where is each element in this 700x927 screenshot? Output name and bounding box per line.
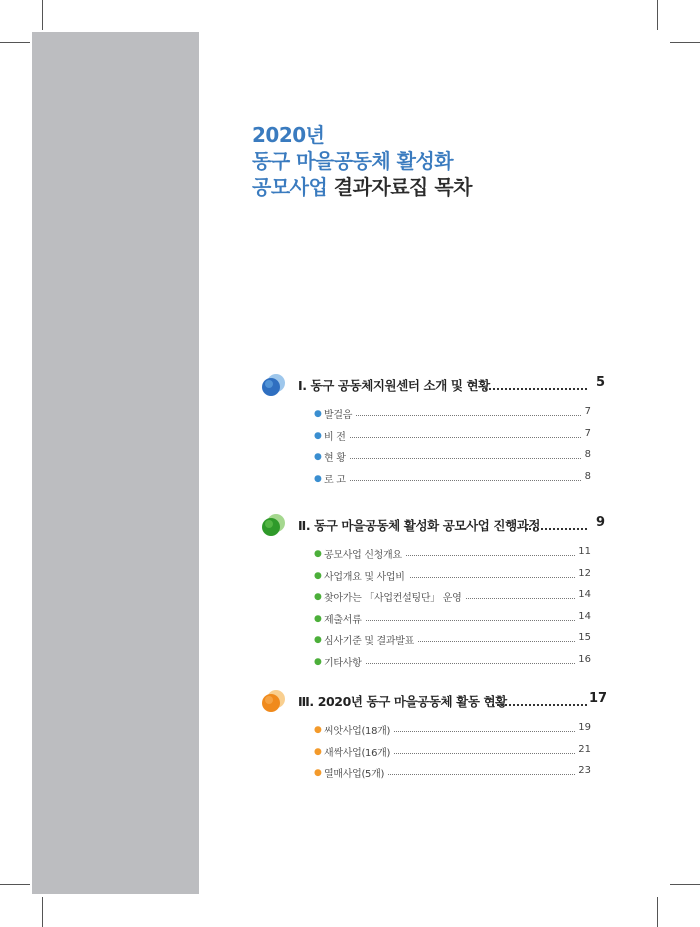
dotted-leader	[324, 437, 585, 438]
item-label: 발걸음	[324, 406, 356, 421]
bullet-icon: ●	[314, 430, 322, 441]
bullet-icon: ●	[314, 725, 322, 735]
toc-section-2	[260, 512, 605, 673]
item-page: 23	[575, 765, 591, 776]
section-title: Ⅲ. 2020년 동구 마을공동체 활동 현황	[298, 694, 507, 709]
toc-item[interactable]	[260, 566, 605, 588]
item-label: 공모사업 신청개요	[324, 546, 406, 561]
dotted-leader	[492, 694, 587, 706]
item-label: 제출서류	[324, 611, 365, 626]
toc-item[interactable]	[260, 404, 605, 426]
section-page: 17	[589, 691, 608, 706]
item-page: 8	[582, 449, 591, 460]
item-label: 사업개요 및 사업비	[324, 568, 409, 583]
item-page: 8	[582, 471, 591, 482]
toc-item[interactable]	[260, 544, 605, 566]
toc-item[interactable]	[260, 720, 605, 742]
item-label: 로 고	[324, 471, 350, 486]
title-year: 2020년	[252, 123, 325, 147]
title-main	[252, 174, 472, 200]
item-page: 15	[575, 632, 591, 643]
toc-section-3	[260, 688, 608, 785]
item-page: 11	[575, 546, 591, 557]
toc-item[interactable]	[260, 652, 605, 674]
crop-mark	[670, 42, 700, 43]
bullet-icon: ●	[314, 613, 322, 624]
section-title: Ⅱ. 동구 마을공동체 활성화 공모사업 진행과정	[298, 518, 541, 533]
bullet-icon: ●	[314, 409, 322, 419]
toc-section-heading[interactable]	[260, 688, 608, 714]
item-page: 12	[575, 568, 591, 579]
title-main-dark: 결과자료집 목차	[333, 175, 472, 199]
item-page: 19	[575, 722, 591, 733]
toc-item[interactable]	[260, 469, 605, 491]
item-label: 새싹사업(16개)	[324, 744, 394, 759]
dotted-leader	[526, 518, 587, 530]
green-circles-icon	[260, 512, 288, 538]
dotted-leader	[324, 415, 585, 416]
crop-mark	[42, 897, 43, 927]
title-main-blue: 공모사업	[252, 175, 328, 199]
item-label: 비 전	[324, 428, 350, 443]
dotted-leader	[324, 458, 585, 459]
toc-item[interactable]	[260, 447, 605, 469]
toc-item[interactable]	[260, 763, 605, 785]
item-label: 찾아가는 「사업컨설팅단」 운영	[324, 589, 465, 604]
orange-circles-icon	[260, 688, 288, 714]
bullet-icon: ●	[314, 746, 322, 757]
toc-section-heading[interactable]	[260, 512, 605, 538]
bullet-icon: ●	[314, 473, 322, 484]
item-page: 14	[575, 611, 591, 622]
toc-item[interactable]	[260, 426, 605, 448]
section-page: 9	[595, 515, 605, 530]
crop-mark	[670, 884, 700, 885]
item-label: 심사기준 및 결과발표	[324, 632, 418, 647]
crop-mark	[657, 0, 658, 30]
page-title	[252, 122, 472, 200]
dotted-leader	[485, 378, 587, 390]
item-label: 현 황	[324, 449, 350, 464]
item-page: 14	[575, 589, 591, 600]
toc-section-heading[interactable]	[260, 372, 605, 398]
bullet-icon: ●	[314, 549, 322, 559]
toc-item[interactable]	[260, 630, 605, 652]
title-subject: 동구 마을공동체 활성화	[252, 149, 454, 173]
toc-item[interactable]	[260, 609, 605, 631]
section-title: Ⅰ. 동구 공동체지원센터 소개 및 현황	[298, 378, 490, 393]
item-label: 열매사업(5개)	[324, 765, 388, 780]
item-label: 씨앗사업(18개)	[324, 722, 394, 737]
toc-item[interactable]	[260, 587, 605, 609]
item-page: 7	[582, 428, 591, 439]
toc-section-1	[260, 372, 605, 490]
item-label: 기타사항	[324, 654, 365, 669]
bullet-icon: ●	[314, 452, 322, 462]
crop-mark	[0, 884, 30, 885]
item-page: 7	[582, 406, 591, 417]
bullet-icon: ●	[314, 570, 322, 581]
crop-mark	[657, 897, 658, 927]
crop-mark	[0, 42, 30, 43]
bullet-icon: ●	[314, 635, 322, 645]
bullet-icon: ●	[314, 768, 322, 778]
crop-mark	[42, 0, 43, 30]
item-page: 16	[575, 654, 591, 665]
dotted-leader	[324, 480, 585, 481]
section-page: 5	[595, 375, 605, 390]
side-panel	[32, 32, 199, 894]
bullet-icon: ●	[314, 656, 322, 667]
bullet-icon: ●	[314, 592, 322, 602]
item-page: 21	[575, 744, 591, 755]
toc-item[interactable]	[260, 742, 605, 764]
blue-circles-icon	[260, 372, 288, 398]
